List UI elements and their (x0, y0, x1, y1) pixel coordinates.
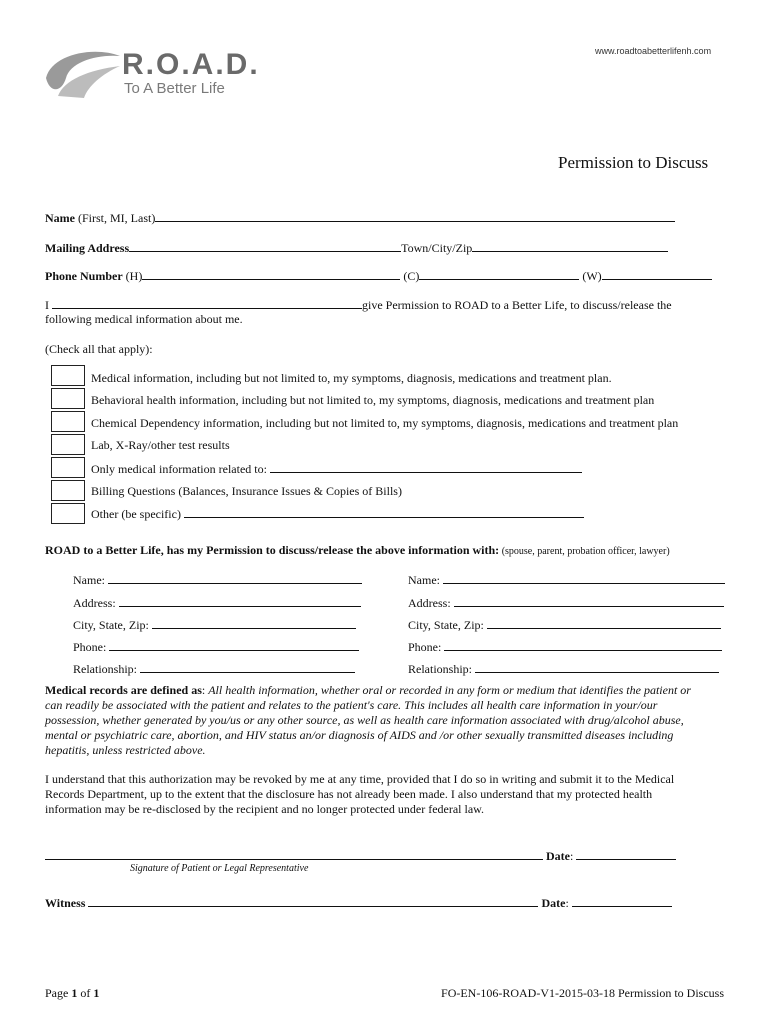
check-label-medical: Medical information, including but not limited to, my symptoms, diagnosis, medications and treatment plan. (91, 371, 612, 385)
contact1-name-row (73, 572, 362, 588)
other-specify-field[interactable] (184, 506, 584, 518)
witness-date-colon: : (565, 896, 572, 910)
check-label-lab: Lab, X-Ray/other test results (91, 438, 230, 452)
definition-line-3: possession, whether generated by you/us or any other source, as well as health care information associated with drug/alcohol abuse, (45, 713, 684, 727)
name-label: Name (45, 211, 75, 225)
contact2-city-field[interactable] (487, 617, 721, 629)
signature-row (45, 848, 676, 864)
phone-h-label: (H) (122, 269, 143, 283)
name-hint: (First, MI, Last) (75, 211, 156, 225)
signature-date-colon: : (570, 849, 577, 863)
contact2-address-field[interactable] (454, 595, 724, 607)
page-current: 1 (71, 986, 78, 1000)
checkbox-only-medical[interactable] (51, 457, 85, 478)
logo-main-text: R.O.A.D. (122, 48, 260, 81)
contact1-name-label: Name: (73, 573, 108, 587)
checkbox-medical[interactable] (51, 365, 85, 386)
page-prefix: Page (45, 986, 72, 1000)
contact1-address-label: Address: (73, 596, 119, 610)
release-heading (45, 543, 670, 558)
town-label: Town/City/Zip (401, 241, 473, 255)
name-row (45, 210, 675, 226)
contact1-relationship-row (73, 661, 355, 677)
check-label-billing: Billing Questions (Balances, Insurance Issues & Copies of Bills) (91, 484, 402, 498)
contact2-address-label: Address: (408, 596, 454, 610)
checkbox-behavioral[interactable] (51, 388, 85, 409)
checkbox-billing[interactable] (51, 480, 85, 501)
contact2-phone-field[interactable] (444, 639, 722, 651)
permission-text-1: give Permission to ROAD to a Better Life, to discuss/release the (362, 298, 672, 312)
signature-field[interactable] (45, 848, 543, 860)
patient-name-field[interactable] (52, 297, 362, 309)
contact2-relationship-label: Relationship: (408, 662, 475, 676)
page-title: Permission to Discuss (558, 153, 709, 172)
permission-i-label: I (45, 298, 52, 312)
page-total: 1 (93, 986, 100, 1000)
only-medical-field[interactable] (270, 461, 582, 473)
mailing-row (45, 240, 668, 256)
witness-row (45, 895, 672, 911)
mailing-address-field[interactable] (129, 240, 401, 252)
contact1-relationship-label: Relationship: (73, 662, 140, 676)
phone-c-label: (C) (400, 269, 420, 283)
witness-field[interactable] (88, 895, 538, 907)
signature-caption: Signature of Patient or Legal Representative (130, 863, 309, 874)
release-heading-bold: ROAD to a Better Life, has my Permission to discuss/release the above information with: (45, 543, 500, 557)
definition-line-2: can readily be associated with the patient and relates to the patient's care. This includes all health care information in your/our (45, 698, 658, 712)
definition-colon: : (201, 683, 209, 697)
witness-date-field[interactable] (572, 895, 672, 907)
logo (42, 44, 272, 104)
contact2-name-label: Name: (408, 573, 443, 587)
understand-paragraph (45, 772, 735, 817)
understand-line-3: information may be re-disclosed by the recipient and no longer protected under federal law. (45, 802, 485, 816)
contact1-phone-field[interactable] (109, 639, 359, 651)
contact1-relationship-field[interactable] (140, 661, 355, 673)
check-label-behavioral: Behavioral health information, including but not limited to, my symptoms, diagnosis, medications and treatment plan (91, 393, 655, 407)
check-heading: (Check all that apply): (45, 342, 153, 356)
signature-date-field[interactable] (576, 848, 676, 860)
contact2-phone-label: Phone: (408, 640, 445, 654)
contact2-name-row (408, 572, 725, 588)
header-url: www.roadtoabetterlifenh.com (595, 46, 712, 56)
understand-line-2: Records Department, up to the extent that the disclosure has not already been made. I also understand that my protected health (45, 787, 653, 801)
permission-text-2: following medical information about me. (45, 312, 243, 326)
contact1-address-field[interactable] (119, 595, 361, 607)
contact1-phone-row (73, 639, 359, 655)
permission-row (45, 297, 672, 313)
check-label-chemical: Chemical Dependency information, including but not limited to, my symptoms, diagnosis, medications and treatment plan (91, 416, 679, 430)
definition-line-1 (45, 683, 735, 698)
witness-label: Witness (45, 896, 86, 910)
contact2-relationship-field[interactable] (475, 661, 719, 673)
definition-line-5: hepatitis, unless restricted above. (45, 743, 206, 757)
understand-line-1: I understand that this authorization may be revoked by me at any time, provided that I do so in writing and submit it to the Medical (45, 772, 675, 786)
check-row-only-medical (91, 461, 582, 477)
contact2-city-label: City, State, Zip: (408, 618, 487, 632)
check-row-other (91, 506, 584, 522)
release-heading-hint: (spouse, parent, probation officer, lawyer) (499, 546, 670, 557)
contact2-city-row (408, 617, 721, 633)
phone-cell-field[interactable] (419, 268, 579, 280)
contact1-city-label: City, State, Zip: (73, 618, 152, 632)
mailing-label: Mailing Address (45, 241, 130, 255)
contact2-phone-row (408, 639, 722, 655)
definition-line-4: mental or psychiatric care, abortion, and HIV status an/or diagnosis of AIDS and /or other sexually transmitted diseases including (45, 728, 674, 742)
definition-bold: Medical records are defined as (45, 683, 202, 697)
contact1-name-field[interactable] (108, 572, 362, 584)
definition-paragraph (45, 683, 735, 758)
contact1-city-row (73, 617, 356, 633)
contact1-city-field[interactable] (152, 617, 356, 629)
contact1-phone-label: Phone: (73, 640, 110, 654)
phone-row (45, 268, 712, 284)
checkbox-lab[interactable] (51, 434, 85, 455)
signature-date-label: Date (546, 849, 570, 863)
document-id: FO-EN-106-ROAD-V1-2015-03-18 Permission to Discuss (441, 986, 724, 1000)
contact2-relationship-row (408, 661, 719, 677)
phone-w-label: (W) (579, 269, 602, 283)
road-logo-icon (42, 44, 122, 100)
definition-text-1: All health information, whether oral or recorded in any form or medium that identifies the patient or (208, 683, 691, 697)
check-label-only-medical: Only medical information related to: (91, 462, 270, 476)
witness-date-label: Date (541, 896, 566, 910)
town-city-zip-field[interactable] (472, 240, 668, 252)
checkbox-chemical[interactable] (51, 411, 85, 432)
phone-home-field[interactable] (142, 268, 400, 280)
page-of: of (77, 986, 94, 1000)
contact2-name-field[interactable] (443, 572, 725, 584)
checkbox-other[interactable] (51, 503, 85, 524)
contact2-address-row (408, 595, 724, 611)
logo-sub-text: To A Better Life (124, 80, 225, 97)
contact1-address-row (73, 595, 361, 611)
page-number (45, 986, 99, 1001)
name-field[interactable] (155, 210, 675, 222)
phone-label: Phone Number (45, 269, 123, 283)
phone-work-field[interactable] (602, 268, 712, 280)
check-label-other: Other (be specific) (91, 507, 184, 521)
